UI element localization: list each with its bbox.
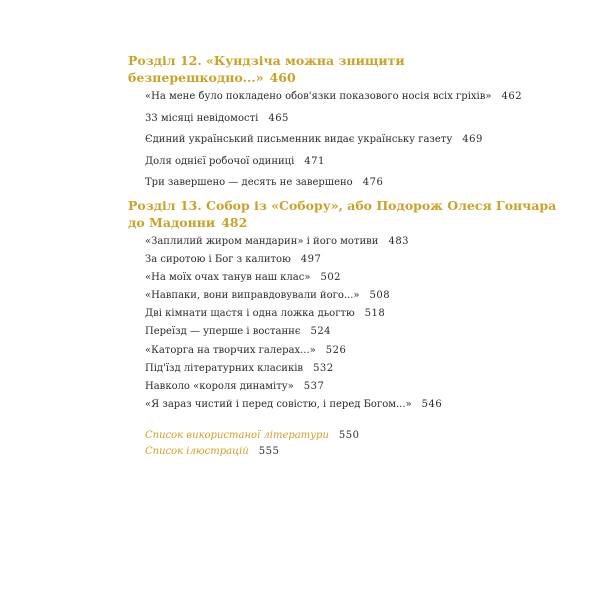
toc-entry[interactable] — [145, 234, 568, 249]
chapter-heading — [128, 197, 568, 231]
chapter-entries — [128, 234, 568, 413]
entry-page: 471 — [304, 155, 325, 167]
entry-title: «На моїх очах танув наш клас» — [145, 271, 311, 283]
toc-entry[interactable] — [145, 89, 568, 104]
toc-entry[interactable] — [145, 288, 568, 303]
entry-page: 550 — [338, 430, 360, 442]
entry-title: «Каторга на творчих галерах...» — [145, 344, 316, 356]
entry-title: Навколо «короля динаміту» — [145, 381, 294, 392]
entry-title: «На мене було покладено обов'язки показового носія всіх гріхів» — [145, 91, 492, 102]
toc-entry[interactable] — [145, 306, 568, 321]
toc-entry[interactable] — [145, 252, 568, 267]
entry-page: 469 — [462, 134, 483, 145]
chapter-13 — [128, 197, 568, 413]
entry-title: 33 місяці невідомості — [145, 112, 259, 124]
chapter-page: 460 — [269, 70, 296, 85]
entry-title: «Заплилий жиром мандарин» і його мотиви — [145, 235, 379, 247]
entry-title: «Я зараз чистий і перед совістю, і перед Богом...» — [145, 399, 412, 411]
entry-title: Список використаної літератури — [145, 430, 329, 442]
entry-title: Єдиний український письменник видає українську газету — [145, 134, 453, 145]
toc-entry-illustrations[interactable] — [145, 444, 568, 459]
toc-entry[interactable] — [145, 154, 568, 169]
toc-entry[interactable] — [145, 324, 568, 339]
chapter-page: 482 — [221, 214, 248, 230]
entry-title: Переїзд — уперше і востаннє — [145, 326, 301, 338]
toc-entry[interactable] — [145, 270, 568, 285]
entry-page: 508 — [369, 290, 391, 302]
entry-title: Три завершено — десять не завершено — [145, 177, 353, 188]
entry-page: 524 — [310, 326, 332, 338]
table-of-contents — [128, 52, 568, 460]
chapter-entries — [128, 89, 568, 190]
toc-entry[interactable] — [145, 397, 568, 412]
chapter-heading — [128, 52, 568, 86]
entry-title: За сиротою і Бог з калитою — [145, 253, 291, 265]
entry-page: 532 — [313, 362, 334, 374]
toc-entry[interactable] — [145, 361, 568, 376]
entry-page: 555 — [258, 446, 280, 458]
chapter-title: Розділ 12. «Кундзіча можна знищити безперешкодно...» — [128, 53, 405, 85]
entry-page: 502 — [320, 271, 342, 283]
chapter-12 — [128, 52, 568, 190]
entry-page: 465 — [268, 112, 289, 124]
entry-page: 537 — [303, 381, 325, 392]
toc-entry[interactable] — [145, 111, 568, 126]
toc-entry[interactable] — [145, 132, 568, 147]
entry-page: 518 — [364, 308, 386, 320]
entry-page: 497 — [300, 253, 322, 265]
entry-title: Під'їзд літературних класиків — [145, 362, 304, 374]
entry-page: 476 — [362, 177, 384, 188]
entry-page: 462 — [501, 91, 523, 102]
toc-entry[interactable] — [145, 343, 568, 358]
toc-entry-bibliography[interactable] — [145, 428, 568, 443]
toc-entry[interactable] — [145, 379, 568, 394]
entry-title: Список ілюстрацій — [145, 446, 249, 458]
entry-page: 526 — [325, 344, 347, 356]
entry-title: Дві кімнати щастя і одна ложка дьогтю — [145, 308, 355, 320]
entry-title: Доля однієї робочої одиниці — [145, 155, 295, 167]
entry-page: 483 — [388, 235, 410, 247]
back-matter — [128, 428, 568, 459]
toc-entry[interactable] — [145, 175, 568, 190]
chapter-title: Розділ 13. Собор із «Собору», або Подорож Олеся Гончара до Мадонни — [128, 197, 557, 230]
entry-page: 546 — [421, 399, 443, 411]
entry-title: «Навпаки, вони виправдовували його...» — [145, 290, 360, 302]
